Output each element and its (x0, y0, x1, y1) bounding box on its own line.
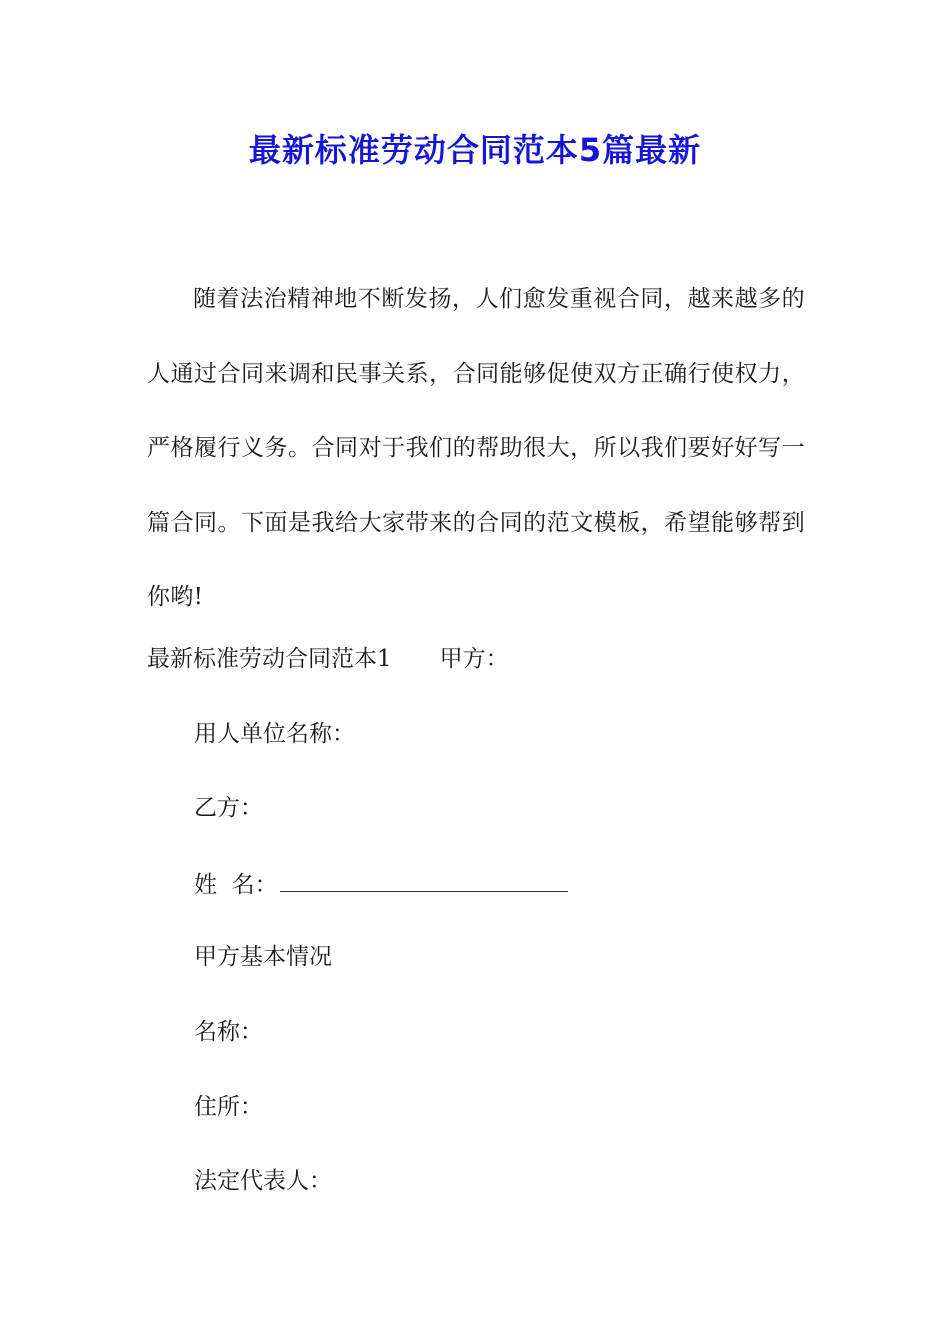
intro-paragraph: 随着法治精神地不断发扬，人们愈发重视合同，越来越多的人通过合同来调和民事关系，合同能够促使双方正确行使权力，严格履行义务。合同对于我们的帮助很大，所以我们要好好写一篇合同。下面是我给大家带来的合同的范文模板，希望能够帮到你哟! (147, 286, 805, 610)
name-label: 姓 名： (194, 872, 278, 898)
name-line (194, 867, 568, 901)
section-heading-line (147, 643, 509, 675)
party-b-label: 乙方： (194, 795, 263, 821)
party-a-basic-info: 甲方基本情况 (194, 944, 332, 970)
document-title: 最新标准劳动合同范本5篇最新 (248, 131, 702, 169)
legal-rep-label: 法定代表人： (194, 1168, 332, 1194)
section-heading: 最新标准劳动合同范本1 (147, 646, 392, 672)
address-label: 住所： (194, 1094, 263, 1120)
name-field-label: 名称： (194, 1019, 263, 1045)
employer-name-label: 用人单位名称： (194, 721, 355, 747)
party-a-label: 甲方： (439, 646, 509, 672)
name-blank-underline (280, 867, 568, 892)
